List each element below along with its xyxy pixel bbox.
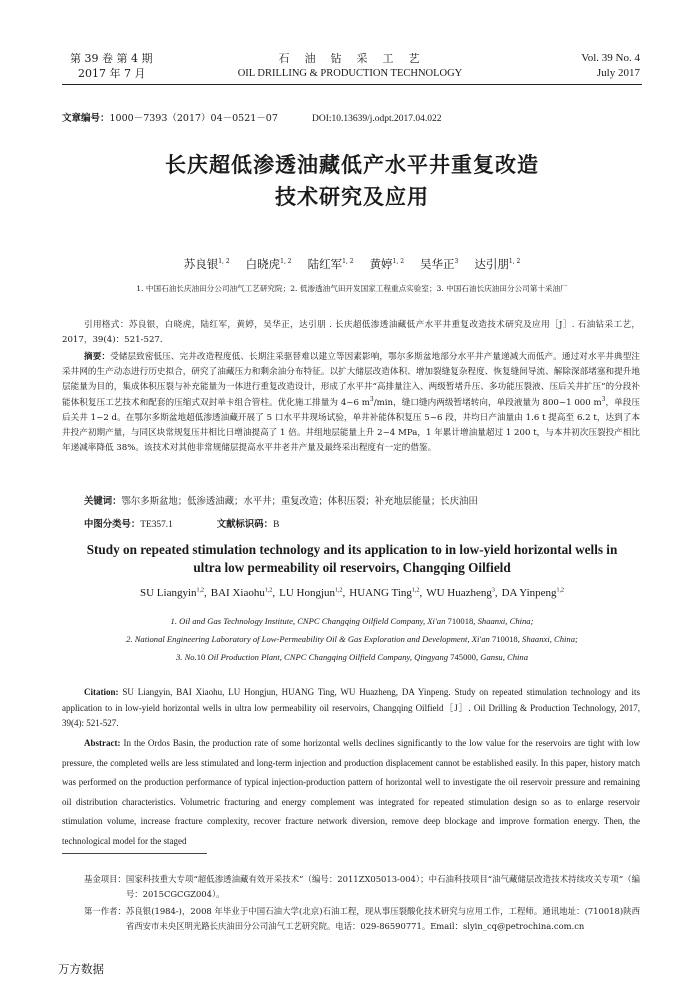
abstract-cn-part1: 受储层致密低压、完井改造程度低、长期注采驱替难以建立等因素影响，鄂尔多斯盆地部分水平井产量递减大而低产。通过对水平井典型注采井网的生产动态进行历史拟合，研究了油藏压力和剩余油分布特征。以扩大储层改造体积、增加裂缝复杂程度、恢复缝间导流、解除深部堵塞和提升地层能量为目的，集成体积压裂与补充能量为一体进行重复改造设计，形成了水平井“高排量注入、两级暂堵升压、多功能压裂液、压后关井扩压”的分段补能体积复压工艺技术和配套的压缩式双封单卡组合管柱。优化施工排量为 4~6 m	[62, 352, 640, 408]
fund-text: 国家科技重大专项“超低渗透油藏有效开采技术”（编号：2011ZX05013-004）；中石油科技项目“油气藏储层改造技术持续攻关专项”（编号：2015CGCGZ004）。	[125, 874, 640, 899]
abstract-cn-part2: /min，缝口缝内两级暂堵转向，单段液量为 800~1 000 m	[373, 397, 602, 408]
citation-cn-label: 引用格式：	[84, 320, 129, 330]
keywords-cn	[62, 493, 640, 507]
clc-value: TE357.1	[140, 520, 173, 530]
affil-en-3: 3. No.10 Oil Production Plant, CNPC Changqing Oilfield Company, Qingyang 745000, Gansu, China	[175, 652, 529, 662]
cn-author-name: 苏良银	[183, 257, 219, 271]
en-author-name: DA Yinpeng	[501, 587, 557, 599]
en-author-name: SU Liangyin	[139, 587, 197, 599]
header-volume: 第 39 卷 第 4 期	[70, 52, 153, 65]
article-id-label: 文章编号：	[62, 113, 110, 124]
journal-name-cn: 石 油 钻 采 工 艺	[278, 52, 422, 65]
title-cn	[62, 149, 642, 213]
cn-author-name: 陆红军	[307, 257, 343, 271]
en-author	[279, 587, 342, 599]
doc-code-label: 文献标识码：	[216, 519, 274, 530]
citation-cn-text: 苏良银，白晓虎，陆红军，黄婷，吴华正，达引朋 . 长庆超低渗透油藏低产水平井重复改造技术研究及应用［J］. 石油钻采工艺，2017，39(4)：521-527.	[62, 320, 640, 346]
en-author-affil-sup: 1,2	[335, 587, 343, 594]
cn-author-affil-sup: 1, 2	[218, 258, 230, 266]
title-en-line1: Study on repeated stimulation technology and its application to in low-yield horizontal wells in	[86, 542, 618, 557]
article-id-value: 1000－7393（2017）04－0521－07	[109, 113, 278, 124]
unit-superscript: 3	[369, 395, 374, 403]
keywords-cn-text: 鄂尔多斯盆地；低渗透油藏；水平井；重复改造；体积压裂；补充地层能量；长庆油田	[121, 496, 478, 507]
title-cn-line2: 技术研究及应用	[275, 185, 429, 209]
keywords-cn-label: 关键词：	[84, 496, 122, 507]
footnote-author	[84, 904, 640, 934]
cn-author-name: 吴华正	[420, 257, 455, 271]
header-rule	[62, 84, 642, 85]
en-author-affil-sup: 1,2	[264, 587, 273, 594]
article-meta	[62, 110, 442, 124]
cn-author	[370, 257, 404, 271]
clc-label: 中图分类号：	[84, 519, 141, 530]
en-author	[426, 587, 495, 599]
header-vol-no: Vol. 39 No. 4	[581, 52, 640, 64]
watermark: 万方数据	[58, 962, 104, 976]
cn-author-name: 黄婷	[369, 257, 393, 271]
title-cn-line1: 长庆超低渗透油藏低产水平井重复改造	[165, 153, 539, 177]
en-author-name: WU Huazheng	[426, 587, 492, 599]
en-author	[502, 587, 564, 599]
en-author-affil-sup: 3	[491, 587, 495, 594]
abstract-en-label: Abstract:	[84, 738, 121, 748]
doc-code-value: B	[273, 520, 280, 530]
header-vol-en	[540, 51, 640, 81]
header-journal	[200, 51, 500, 81]
cn-author	[308, 257, 354, 271]
first-author-text: 苏良银(1984-)，2008 年毕业于中国石油大学(北京)石油工程，现从事压裂酸化技术研究与应用工作，工程师。通讯地址：(710018)陕西省西安市未央区明光路长庆油田分公司油气工艺研究院。电话：029-86590771。Email：slyin_cq@petrochina.com.cn	[125, 906, 640, 931]
abstract-cn	[62, 350, 640, 456]
abstract-cn-part3: ，单段压后关井 1~2 d。在鄂尔多斯盆地超低渗透油藏开展了 5 口水平井现场试验，单井补能体积复压 5~6 段，井均日产油量由 1.6 t 提高至 6.2 t，达到了本井投产初期产量，与同区块常规复压井相比日增油提高了 1 倍。井组地层能量上升 2~4 MPa，1 年累计增油量超过 1 200 t，与本井初次压裂投产相比年递减率降低 38%。该技术对其他非常规储层提高水平井老井产量及最终采出程度有一定的借鉴。	[62, 397, 640, 454]
abstract-en	[62, 734, 640, 852]
affil-en-2: 2. National Engineering Laboratory of Low-Permeability Oil & Gas Exploration and Development, Xi'an 710018, Shaanxi, China;	[126, 634, 578, 644]
abstract-cn-label: 摘要：	[84, 352, 111, 362]
cn-author-name: 白晓虎	[245, 257, 281, 271]
en-author-affil-sup: 1,2	[411, 587, 420, 594]
cn-author	[420, 257, 458, 271]
cn-author	[474, 257, 520, 271]
title-en-line2: ultra low permeability oil reservoirs, Changqing Oilfield	[193, 560, 511, 575]
footnote-rule	[62, 853, 207, 854]
cn-author-name: 达引朋	[474, 257, 509, 271]
authors-cn	[62, 256, 642, 272]
en-author-name: HUANG Ting	[349, 587, 412, 599]
citation-en-text: SU Liangyin, BAI Xiaohu, LU Hongjun, HUANG Ting, WU Huazheng, DA Yinpeng. Study on repeated stimulation technology and its application to in low-yield horizontal wells in ultra low permeability oil reservoirs, Changqing Oilfield［J］. Oil Drilling & Production Technology, 2017, 39(4): 521-527.	[62, 687, 640, 728]
unit-superscript-2: 3	[601, 395, 606, 403]
en-author	[349, 587, 419, 599]
authors-en: SU Liangyin$^{1,2}$, BAI Xiaohu$^{1,2}$, LU Hongjun$^{1,2}$, HUANG Ting$^{1,2}$, WU Huazheng$^3$, DA Yinpeng$^{1,2}$	[139, 587, 565, 599]
affil-en-1: 1. Oil and Gas Technology Institute, CNPC Changqing Oilfield Company, Xi'an 710018, Shaanxi, China;	[170, 616, 534, 626]
first-author-label: 第一作者：	[84, 906, 126, 916]
en-author-name: BAI Xiaohu	[210, 587, 265, 599]
header-date: 2017 年 7 月	[78, 67, 146, 80]
citation-cn	[62, 318, 640, 348]
title-en	[62, 541, 642, 577]
header-month-year: July 2017	[596, 67, 640, 79]
affiliations-cn: 1. 中国石油长庆油田分公司油气工艺研究院；2. 低渗透油气田开发国家工程重点实验室；3. 中国石油长庆油田分公司第十采油厂	[136, 284, 568, 293]
en-author-affil-sup: 1,2	[196, 587, 205, 594]
cn-author-affil-sup: 1, 2	[342, 258, 354, 266]
footnote-fund	[84, 872, 640, 902]
cn-author-affil-sup: 1, 2	[508, 258, 521, 266]
en-author	[211, 587, 273, 599]
classification	[62, 516, 640, 530]
cn-author-affil-sup: 1, 2	[280, 258, 292, 266]
citation-en-label: Citation:	[84, 687, 119, 697]
cn-author	[184, 257, 230, 271]
en-author-affil-sup: 1,2	[556, 587, 565, 594]
cn-author-affil-sup: 3	[454, 258, 459, 266]
cn-author	[246, 257, 292, 271]
header-volume-issue	[70, 51, 190, 81]
journal-name-en: OIL DRILLING & PRODUCTION TECHNOLOGY	[237, 68, 463, 79]
citation-en	[62, 685, 640, 732]
en-author	[140, 587, 204, 599]
doi: DOI:10.13639/j.odpt.2017.04.022	[311, 114, 442, 124]
fund-label: 基金项目：	[84, 874, 126, 884]
affiliations-en	[62, 612, 642, 666]
en-author-name: LU Hongjun	[279, 587, 336, 599]
abstract-en-text: In the Ordos Basin, the production rate of some horizontal wells declines significantly to the low value for the reservoirs are tight with low pressure, the completed wells are less stimulated and long-term injection and production displacement cannot be established easily. In this paper, history match was performed on the production performance of typical injection-production pattern of horizontal well to investigate the oil reservoir pressure and remaining oil distribution characteristics. Volumetric fracturing and energy complement was integrated for repeated stimulation design so as to enlarge reservoir stimulation volume, increase fracture complexity, recover fracture network diversion, remove deep blockage and improve formation energy. Then, the technological model for the staged	[62, 738, 640, 846]
cn-author-affil-sup: 1, 2	[392, 258, 405, 266]
